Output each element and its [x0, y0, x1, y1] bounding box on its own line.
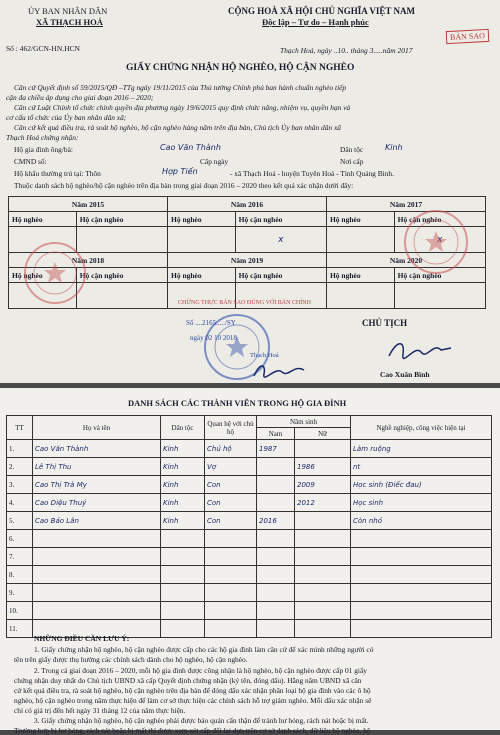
col-name: Họ và tên: [33, 416, 161, 440]
year-header: Năm 2015: [9, 197, 168, 212]
member-tt: 1.: [7, 440, 33, 458]
member-relation: Vợ: [205, 458, 257, 476]
member-list-page: [0, 388, 500, 735]
member-relation: [205, 548, 257, 566]
member-job: Học sinh: [351, 494, 492, 512]
member-male-year: [257, 548, 295, 566]
poor-cell: Hộ nghèo: [167, 212, 235, 227]
note-line: 2. Trong cả giai đoạn 2016 – 2020, mỗi hộ gia đình được công nhận là hộ nghèo, hộ cận nghèo được cấp 01 giấy: [34, 666, 367, 675]
near-poor-cell: Hộ cận nghèo: [235, 212, 326, 227]
member-male-year: 2016: [257, 512, 295, 530]
table-row: [7, 476, 492, 494]
org-line2: XÃ THẠCH HOÁ: [36, 17, 103, 27]
member-male-year: [257, 494, 295, 512]
member-female-year: [295, 584, 351, 602]
member-female-year: [295, 440, 351, 458]
col-birth-year: Năm sinh: [257, 416, 351, 428]
member-male-year: [257, 620, 295, 638]
table-row: [7, 548, 492, 566]
member-relation: [205, 602, 257, 620]
mark-cell: x: [235, 227, 326, 253]
member-relation: [205, 620, 257, 638]
member-tt: 8.: [7, 566, 33, 584]
member-relation: Con: [205, 494, 257, 512]
poor-cell: Hộ nghèo: [167, 268, 235, 283]
member-ethnic: [161, 530, 205, 548]
member-male-year: [257, 584, 295, 602]
col-job: Nghề nghiệp, công việc hiện tại: [351, 416, 492, 440]
member-male-year: [257, 458, 295, 476]
table-row: [7, 440, 492, 458]
col-female: Nữ: [295, 428, 351, 440]
member-ethnic: Kinh: [161, 512, 205, 530]
nation-line2: Độc lập – Tự do – Hạnh phúc: [262, 17, 369, 27]
member-female-year: [295, 512, 351, 530]
member-job: [351, 620, 492, 638]
member-tt: 5.: [7, 512, 33, 530]
year-header: Năm 2019: [167, 253, 326, 268]
table-row: [7, 602, 492, 620]
poor-cell: Hộ nghèo: [9, 268, 77, 283]
basis-line: cơ cấu tổ chức của Ủy ban nhân dân xã;: [6, 113, 127, 122]
issued-label: Cấp ngày: [200, 157, 229, 166]
basis-line: Căn cứ Luật Chính tổ chức chính quyền địa phương ngày 19/6/2015 quy định chức năng, nhiệm vụ, quyền hạn và: [14, 103, 351, 112]
member-relation: Con: [205, 476, 257, 494]
stamp-text: CHỨNG THỰC BẢN SAO ĐÚNG VỚI BẢN CHÍNH: [178, 300, 311, 306]
member-list-title: DANH SÁCH CÁC THÀNH VIÊN TRONG HỘ GIA ĐÌNH: [128, 398, 347, 408]
year-header: Năm 2016: [167, 197, 326, 212]
member-male-year: 1987: [257, 440, 295, 458]
member-tt: 10.: [7, 602, 33, 620]
poor-cell: Hộ nghèo: [326, 212, 394, 227]
member-job: Còn nhỏ: [351, 512, 492, 530]
member-male-year: [257, 602, 295, 620]
copy-stamp: BẢN SAO: [446, 29, 490, 44]
member-female-year: [295, 602, 351, 620]
member-relation: [205, 584, 257, 602]
member-name: Cao Thị Trà My: [33, 476, 161, 494]
poor-cell: Hộ nghèo: [326, 268, 394, 283]
ethnic-value: Kinh: [385, 143, 403, 152]
member-relation: Con: [205, 512, 257, 530]
member-tt: 6.: [7, 530, 33, 548]
member-female-year: 1986: [295, 458, 351, 476]
member-job: [351, 566, 492, 584]
member-ethnic: Kinh: [161, 494, 205, 512]
chairman-title: CHỦ TỊCH: [362, 318, 408, 328]
near-poor-cell: Hộ cận nghèo: [394, 212, 485, 227]
near-poor-cell: Hộ cận nghèo: [76, 268, 167, 283]
member-tt: 7.: [7, 548, 33, 566]
member-ethnic: Kinh: [161, 458, 205, 476]
certificate-title: GIẤY CHỨNG NHẬN HỘ NGHÈO, HỘ CẬN NGHÈO: [126, 63, 355, 73]
id-label: CMND số:: [14, 157, 47, 166]
member-name: Cao Bảo Lân: [33, 512, 161, 530]
member-tt: 11.: [7, 620, 33, 638]
red-seal-icon: [20, 238, 90, 308]
member-ethnic: Kinh: [161, 440, 205, 458]
signature-icon: [250, 360, 310, 382]
col-relation: Quan hệ với chủ hộ: [205, 416, 257, 440]
member-tt: 9.: [7, 584, 33, 602]
address-label: Hộ khẩu thường trú tại: Thôn: [14, 169, 101, 178]
signer-name: Cao Xuân Bình: [380, 370, 430, 379]
stamp-date: ngày 02 10 2018: [190, 334, 237, 342]
member-job: Làm ruộng: [351, 440, 492, 458]
basis-line: Căn cứ kết quả điều tra, rà soát hộ nghèo, hộ cận nghèo hàng năm trên địa bàn, Chủ tịch Ủy ban nhân dân xã: [14, 123, 341, 132]
member-ethnic: [161, 548, 205, 566]
member-name: [33, 548, 161, 566]
table-row: [7, 458, 492, 476]
col-tt: TT: [7, 416, 33, 440]
member-relation: [205, 530, 257, 548]
issued-place-label: Nơi cấp: [340, 157, 364, 166]
basis-line: Thạch Hoá chứng nhận:: [6, 133, 79, 142]
mark-cell: x: [394, 227, 485, 253]
note-line: chứng nhận duy nhất do Chủ tịch UBND xã cấp Quyết định chứng nhận (ký tên, đóng dấu). Hằng năm UBND xã căn: [14, 676, 362, 685]
member-job: [351, 548, 492, 566]
address-value: Hợp Tiến: [162, 167, 198, 176]
red-seal-icon: [400, 206, 472, 278]
notes-title: NHỮNG ĐIỀU CẦN LƯU Ý:: [34, 634, 130, 643]
signature-icon: [385, 336, 455, 364]
member-ethnic: Kinh: [161, 476, 205, 494]
place-date: Thạch Hoá, ngày ..10.. tháng 3.....năm 2017: [280, 46, 413, 55]
member-name: [33, 584, 161, 602]
member-name: Lê Thị Thu: [33, 458, 161, 476]
near-poor-cell: Hộ cận nghèo: [76, 212, 167, 227]
doc-number: Số : 462/GCN-HN.HCN: [6, 44, 80, 53]
poor-cell: Hộ nghèo: [9, 212, 77, 227]
member-job: [351, 602, 492, 620]
stamp-place: Thạch Hoá: [250, 352, 279, 359]
col-male: Nam: [257, 428, 295, 440]
member-female-year: [295, 620, 351, 638]
basis-line: cận đa chiều áp dụng cho giai đoạn 2016 – 2020;: [6, 93, 154, 102]
member-table: [6, 415, 492, 638]
member-job: nt: [351, 458, 492, 476]
list-intro: Thuộc danh sách hộ nghèo/hộ cận nghèo trên địa bàn trong giai đoạn 2016 – 2020 theo kết quả xác nhận dưới đây:: [14, 181, 354, 190]
member-tt: 2.: [7, 458, 33, 476]
member-job: [351, 530, 492, 548]
member-relation: [205, 566, 257, 584]
note-line: 3. Giấy chứng nhận hộ nghèo, hộ cận nghèo phải được bảo quản cẩn thận để tránh hư hỏng, rách nát hoặc bị mất.: [34, 716, 369, 725]
member-name: Cao Văn Thành: [33, 440, 161, 458]
note-line: 1. Giấy chứng nhận hộ nghèo, hộ cận nghèo được cấp cho các hộ gia đình làm căn cứ để xác minh những người có: [34, 645, 374, 654]
household-label: Hộ gia đình ông/bà:: [14, 145, 73, 154]
member-relation: Chủ hộ: [205, 440, 257, 458]
year-header: Năm 2017: [326, 197, 485, 212]
table-row: [7, 566, 492, 584]
nation-line1: CỘNG HOÀ XÃ HỘI CHỦ NGHĨA VIỆT NAM: [228, 6, 415, 16]
member-name: [33, 602, 161, 620]
member-ethnic: [161, 584, 205, 602]
member-female-year: [295, 530, 351, 548]
member-tt: 3.: [7, 476, 33, 494]
table-row: [7, 512, 492, 530]
member-ethnic: [161, 566, 205, 584]
member-female-year: 2009: [295, 476, 351, 494]
near-poor-cell: Hộ cận nghèo: [235, 268, 326, 283]
table-row: [7, 584, 492, 602]
member-female-year: [295, 566, 351, 584]
member-tt: 4.: [7, 494, 33, 512]
table-row: [7, 494, 492, 512]
member-name: [33, 530, 161, 548]
org-line1: ỦY BAN NHÂN DÂN: [28, 6, 108, 16]
member-female-year: 2012: [295, 494, 351, 512]
note-line: Trường hợp bị hư hỏng, rách nát hoặc bị mất thì được xem xét cấp đổi lại dựa trên cơ sở danh sách, dữ liệu hộ nghèo, hộ: [14, 726, 371, 735]
year-header: Năm 2020: [326, 253, 485, 268]
member-name: Cao Diệu Thuý: [33, 494, 161, 512]
member-male-year: [257, 566, 295, 584]
member-male-year: [257, 530, 295, 548]
near-poor-cell: Hộ cận nghèo: [394, 268, 485, 283]
note-line: tên trên giấy được thụ hưởng các chính sách dành cho hộ nghèo, hộ cận nghèo.: [14, 655, 248, 664]
basis-line: Căn cứ Quyết định số 59/2015/QĐ –TTg ngày 19/11/2015 của Thủ tướng Chính phủ ban hành chuẩn nghèo tiếp: [14, 83, 347, 92]
member-female-year: [295, 548, 351, 566]
ethnic-label: Dân tộc: [340, 145, 364, 154]
note-line: nghèo, hộ cận nghèo trong năm thực hiện để làm cơ sở thực hiện các chính sách hỗ trợ giảm nghèo. Mỗi dấu xác nhận sẽ: [14, 696, 372, 705]
year-header: Năm 2018: [9, 253, 168, 268]
household-value: Cao Văn Thành: [160, 143, 221, 152]
member-job: Học sinh (Điếc đau): [351, 476, 492, 494]
stamp-number: Số ....2165...../SY: [186, 319, 236, 327]
member-name: [33, 566, 161, 584]
member-male-year: [257, 476, 295, 494]
member-ethnic: [161, 602, 205, 620]
address-rest: - xã Thạch Hoá - huyện Tuyên Hoá - Tỉnh Quảng Bình.: [230, 169, 394, 178]
member-ethnic: [161, 620, 205, 638]
table-row: [7, 530, 492, 548]
note-line: cứ kết quả điều tra, rà soát hộ nghèo, hộ cận nghèo trên địa bàn để đóng dấu xác nhận phân loại hộ gia đình vào các ô hộ: [14, 686, 371, 695]
member-job: [351, 584, 492, 602]
col-ethnic: Dân tộc: [161, 416, 205, 440]
note-line: chỉ có giá trị đến hết ngày 31 tháng 12 của năm thực hiện.: [14, 706, 186, 715]
